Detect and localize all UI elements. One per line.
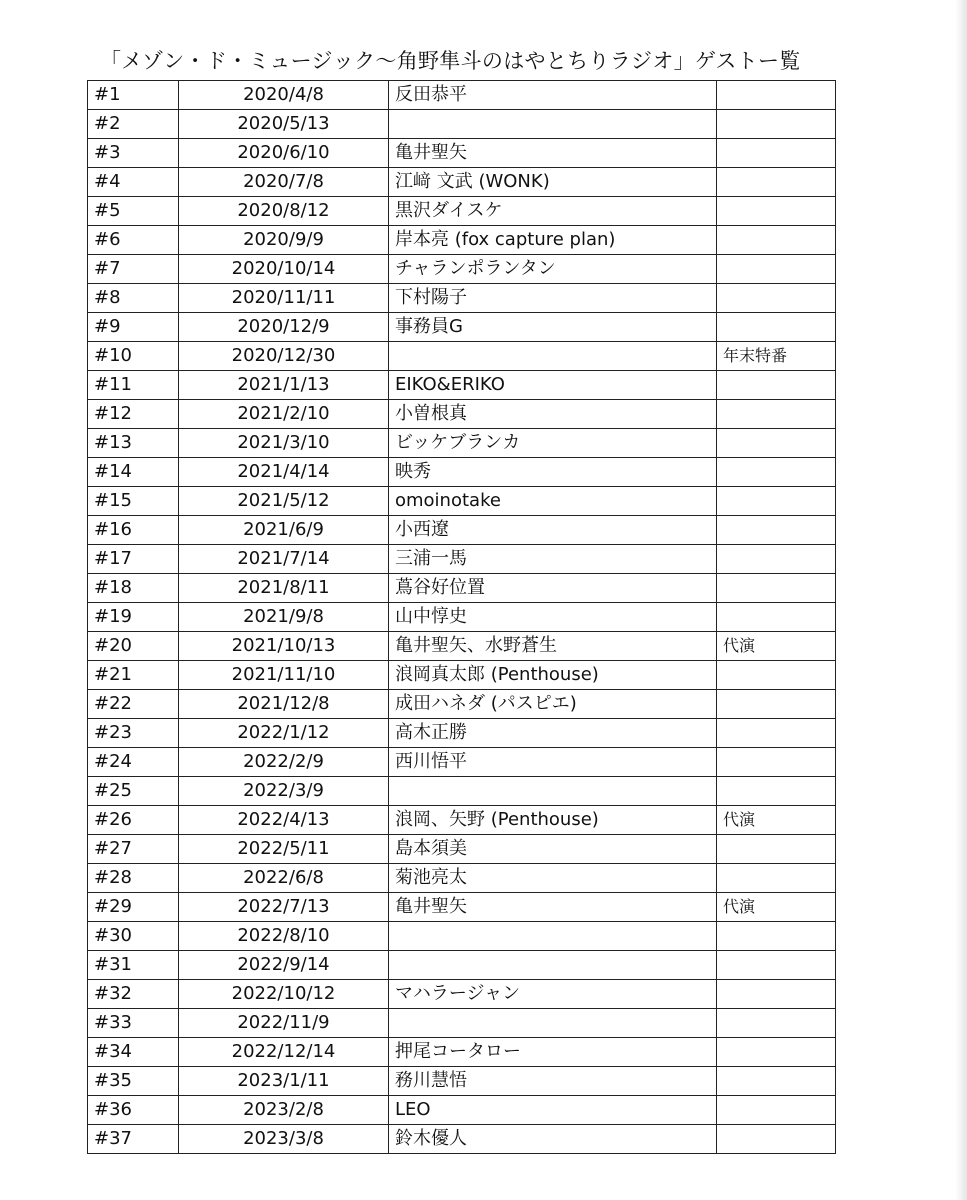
air-date-cell: 2021/11/10	[179, 661, 389, 690]
guest-name-cell: 鈴木優人	[389, 1125, 717, 1154]
episode-number-cell: #17	[88, 545, 179, 574]
table-row	[88, 603, 836, 632]
episode-number-cell: #13	[88, 429, 179, 458]
table-row	[88, 1067, 836, 1096]
guest-name-cell: 岸本亮 (fox capture plan)	[389, 226, 717, 255]
air-date-cell: 2022/2/9	[179, 748, 389, 777]
table-row	[88, 748, 836, 777]
note-cell	[717, 197, 836, 226]
note-cell: 代演	[717, 632, 836, 661]
note-cell	[717, 864, 836, 893]
table-row	[88, 429, 836, 458]
episode-number-cell: #35	[88, 1067, 179, 1096]
air-date-cell: 2022/3/9	[179, 777, 389, 806]
table-row	[88, 139, 836, 168]
episode-number-cell: #10	[88, 342, 179, 371]
note-cell	[717, 545, 836, 574]
note-cell	[717, 139, 836, 168]
air-date-cell: 2021/2/10	[179, 400, 389, 429]
table-row	[88, 661, 836, 690]
note-cell	[717, 255, 836, 284]
note-cell	[717, 1096, 836, 1125]
table-row	[88, 922, 836, 951]
air-date-cell: 2023/1/11	[179, 1067, 389, 1096]
guest-name-cell: EIKO&ERIKO	[389, 371, 717, 400]
air-date-cell: 2021/7/14	[179, 545, 389, 574]
air-date-cell: 2022/12/14	[179, 1038, 389, 1067]
guest-name-cell: 浪岡真太郎 (Penthouse)	[389, 661, 717, 690]
air-date-cell: 2022/10/12	[179, 980, 389, 1009]
air-date-cell: 2023/2/8	[179, 1096, 389, 1125]
air-date-cell: 2021/8/11	[179, 574, 389, 603]
note-cell	[717, 458, 836, 487]
episode-number-cell: #3	[88, 139, 179, 168]
note-cell	[717, 400, 836, 429]
episode-number-cell: #24	[88, 748, 179, 777]
episode-number-cell: #19	[88, 603, 179, 632]
episode-number-cell: #30	[88, 922, 179, 951]
episode-number-cell: #14	[88, 458, 179, 487]
table-row	[88, 1096, 836, 1125]
air-date-cell: 2021/5/12	[179, 487, 389, 516]
air-date-cell: 2022/9/14	[179, 951, 389, 980]
air-date-cell: 2020/10/14	[179, 255, 389, 284]
note-cell	[717, 777, 836, 806]
guest-name-cell: 山中惇史	[389, 603, 717, 632]
air-date-cell: 2022/5/11	[179, 835, 389, 864]
air-date-cell: 2023/3/8	[179, 1125, 389, 1154]
table-row	[88, 255, 836, 284]
table-row	[88, 458, 836, 487]
air-date-cell: 2022/11/9	[179, 1009, 389, 1038]
guest-name-cell: 亀井聖矢	[389, 139, 717, 168]
guest-name-cell	[389, 110, 717, 139]
guest-name-cell: 小曽根真	[389, 400, 717, 429]
table-row	[88, 226, 836, 255]
episode-number-cell: #37	[88, 1125, 179, 1154]
air-date-cell: 2021/10/13	[179, 632, 389, 661]
guest-name-cell: 島本須美	[389, 835, 717, 864]
page-edge-shadow	[955, 0, 967, 1200]
note-cell	[717, 951, 836, 980]
table-row	[88, 371, 836, 400]
episode-number-cell: #1	[88, 81, 179, 110]
note-cell	[717, 516, 836, 545]
guest-name-cell: 高木正勝	[389, 719, 717, 748]
table-row	[88, 864, 836, 893]
table-row	[88, 980, 836, 1009]
guest-name-cell: マハラージャン	[389, 980, 717, 1009]
air-date-cell: 2020/8/12	[179, 197, 389, 226]
table-row	[88, 1038, 836, 1067]
note-cell	[717, 487, 836, 516]
episode-number-cell: #6	[88, 226, 179, 255]
air-date-cell: 2021/1/13	[179, 371, 389, 400]
note-cell	[717, 1125, 836, 1154]
guest-name-cell: 蔦谷好位置	[389, 574, 717, 603]
guest-name-cell: 成田ハネダ (パスピエ)	[389, 690, 717, 719]
guest-name-cell: 西川悟平	[389, 748, 717, 777]
air-date-cell: 2022/7/13	[179, 893, 389, 922]
note-cell	[717, 110, 836, 139]
air-date-cell: 2021/12/8	[179, 690, 389, 719]
note-cell	[717, 661, 836, 690]
episode-number-cell: #31	[88, 951, 179, 980]
episode-number-cell: #34	[88, 1038, 179, 1067]
table-row	[88, 197, 836, 226]
air-date-cell: 2022/8/10	[179, 922, 389, 951]
table-row	[88, 719, 836, 748]
air-date-cell: 2020/12/9	[179, 313, 389, 342]
episode-number-cell: #12	[88, 400, 179, 429]
episode-number-cell: #8	[88, 284, 179, 313]
guest-name-cell: LEO	[389, 1096, 717, 1125]
note-cell	[717, 574, 836, 603]
episode-number-cell: #20	[88, 632, 179, 661]
episode-number-cell: #21	[88, 661, 179, 690]
guest-name-cell: 菊池亮太	[389, 864, 717, 893]
guest-name-cell	[389, 342, 717, 371]
note-cell	[717, 719, 836, 748]
note-cell	[717, 748, 836, 777]
table-row	[88, 545, 836, 574]
note-cell: 代演	[717, 893, 836, 922]
air-date-cell: 2020/5/13	[179, 110, 389, 139]
note-cell	[717, 168, 836, 197]
document-title: 「メゾン・ド・ミュージック〜角野隼斗のはやとちりラジオ」ゲストー覧	[100, 49, 801, 73]
air-date-cell: 2020/11/11	[179, 284, 389, 313]
guest-name-cell: 江﨑 文武 (WONK)	[389, 168, 717, 197]
guest-name-cell	[389, 922, 717, 951]
table-row	[88, 1009, 836, 1038]
note-cell	[717, 603, 836, 632]
guest-name-cell: 黒沢ダイスケ	[389, 197, 717, 226]
episode-number-cell: #22	[88, 690, 179, 719]
note-cell	[717, 1009, 836, 1038]
guest-name-cell: 事務員G	[389, 313, 717, 342]
air-date-cell: 2022/1/12	[179, 719, 389, 748]
table-row	[88, 777, 836, 806]
note-cell	[717, 313, 836, 342]
guest-name-cell	[389, 951, 717, 980]
guest-name-cell: 務川慧悟	[389, 1067, 717, 1096]
guest-name-cell: 三浦一馬	[389, 545, 717, 574]
note-cell	[717, 922, 836, 951]
table-row	[88, 284, 836, 313]
episode-number-cell: #9	[88, 313, 179, 342]
note-cell	[717, 690, 836, 719]
guest-name-cell: 亀井聖矢、水野蒼生	[389, 632, 717, 661]
table-row	[88, 574, 836, 603]
note-cell	[717, 226, 836, 255]
air-date-cell: 2020/12/30	[179, 342, 389, 371]
guest-name-cell	[389, 777, 717, 806]
table-row	[88, 110, 836, 139]
air-date-cell: 2020/6/10	[179, 139, 389, 168]
guest-name-cell: ビッケブランカ	[389, 429, 717, 458]
note-cell	[717, 980, 836, 1009]
table-row	[88, 516, 836, 545]
note-cell: 代演	[717, 806, 836, 835]
guest-name-cell: 反田恭平	[389, 81, 717, 110]
episode-number-cell: #15	[88, 487, 179, 516]
episode-number-cell: #11	[88, 371, 179, 400]
episode-number-cell: #25	[88, 777, 179, 806]
note-cell	[717, 429, 836, 458]
air-date-cell: 2022/4/13	[179, 806, 389, 835]
table-row	[88, 313, 836, 342]
air-date-cell: 2021/9/8	[179, 603, 389, 632]
table-row	[88, 81, 836, 110]
guest-name-cell: 下村陽子	[389, 284, 717, 313]
table-row	[88, 951, 836, 980]
table-row	[88, 893, 836, 922]
air-date-cell: 2020/9/9	[179, 226, 389, 255]
note-cell: 年末特番	[717, 342, 836, 371]
air-date-cell: 2021/3/10	[179, 429, 389, 458]
episode-number-cell: #23	[88, 719, 179, 748]
episode-number-cell: #36	[88, 1096, 179, 1125]
guest-name-cell: omoinotake	[389, 487, 717, 516]
note-cell	[717, 371, 836, 400]
note-cell	[717, 284, 836, 313]
guest-name-cell: 映秀	[389, 458, 717, 487]
episode-number-cell: #5	[88, 197, 179, 226]
guest-name-cell: 亀井聖矢	[389, 893, 717, 922]
episode-number-cell: #4	[88, 168, 179, 197]
episode-number-cell: #26	[88, 806, 179, 835]
table-row	[88, 835, 836, 864]
table-row	[88, 1125, 836, 1154]
episode-number-cell: #29	[88, 893, 179, 922]
episode-number-cell: #2	[88, 110, 179, 139]
guest-name-cell: 押尾コータロー	[389, 1038, 717, 1067]
note-cell	[717, 81, 836, 110]
episode-number-cell: #7	[88, 255, 179, 284]
air-date-cell: 2021/4/14	[179, 458, 389, 487]
guest-table-body	[88, 81, 836, 1154]
air-date-cell: 2022/6/8	[179, 864, 389, 893]
table-row	[88, 168, 836, 197]
air-date-cell: 2020/4/8	[179, 81, 389, 110]
table-row	[88, 690, 836, 719]
episode-number-cell: #33	[88, 1009, 179, 1038]
table-row	[88, 806, 836, 835]
table-row	[88, 342, 836, 371]
air-date-cell: 2020/7/8	[179, 168, 389, 197]
episode-number-cell: #27	[88, 835, 179, 864]
table-row	[88, 400, 836, 429]
episode-number-cell: #18	[88, 574, 179, 603]
guest-table	[87, 80, 836, 1154]
air-date-cell: 2021/6/9	[179, 516, 389, 545]
episode-number-cell: #16	[88, 516, 179, 545]
episode-number-cell: #28	[88, 864, 179, 893]
note-cell	[717, 1038, 836, 1067]
episode-number-cell: #32	[88, 980, 179, 1009]
guest-name-cell: 小西遼	[389, 516, 717, 545]
table-row	[88, 487, 836, 516]
guest-name-cell: チャランポランタン	[389, 255, 717, 284]
table-row	[88, 632, 836, 661]
note-cell	[717, 1067, 836, 1096]
guest-name-cell: 浪岡、矢野 (Penthouse)	[389, 806, 717, 835]
note-cell	[717, 835, 836, 864]
guest-name-cell	[389, 1009, 717, 1038]
